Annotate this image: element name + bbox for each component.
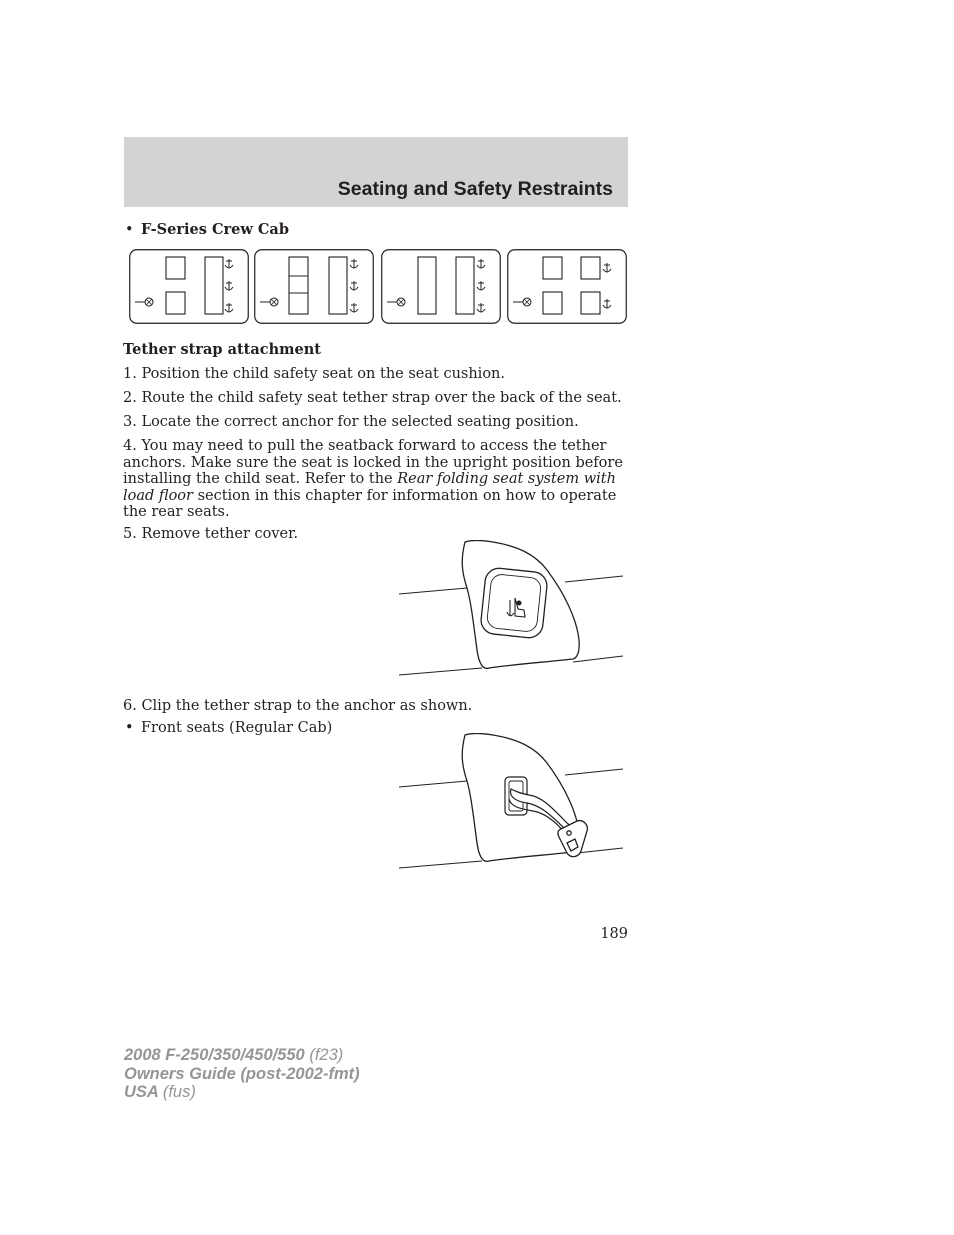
page-number: 189	[600, 926, 628, 942]
anchor-icon	[477, 281, 485, 290]
bullet-dot: •	[125, 222, 134, 238]
anchor-icon	[603, 263, 611, 272]
bullet-dot: •	[125, 720, 134, 736]
anchor-icon	[477, 259, 485, 268]
step-4	[123, 438, 629, 521]
step-4-text-b: section in this chapter for information on how to operate the rear seats.	[123, 487, 617, 520]
footer-model: 2008 F-250/350/450/550	[124, 1046, 305, 1064]
front-seats-label: Front seats (Regular Cab)	[141, 720, 333, 736]
footer-line-3	[124, 1083, 360, 1102]
tether-cover-illustration	[397, 540, 625, 678]
tether-heading: Tether strap attachment	[123, 341, 321, 358]
step-2: 2. Route the child safety seat tether strap over the back of the seat.	[123, 390, 622, 406]
anchor-icon	[603, 299, 611, 308]
step-4-section-ref: Rear folding seat system with load floor	[123, 471, 616, 504]
footer-line-1	[124, 1046, 360, 1065]
step-6: 6. Clip the tether strap to the anchor as shown.	[123, 698, 473, 714]
footer-region-code: (fus)	[162, 1083, 196, 1101]
anchor-icon	[350, 281, 358, 290]
anchor-icon	[225, 303, 233, 312]
footer-model-code: (f23)	[309, 1046, 344, 1064]
front-seats-bullet	[125, 720, 332, 736]
crew-cab-diagram-1	[129, 249, 249, 324]
footer-region: USA	[124, 1083, 159, 1101]
step-5: 5. Remove tether cover.	[123, 526, 299, 542]
footer-line-2: Owners Guide (post-2002-fmt)	[124, 1064, 360, 1083]
crew-cab-diagram-4	[507, 249, 627, 324]
step-3: 3. Locate the correct anchor for the selected seating position.	[123, 414, 579, 430]
crew-cab-label: F-Series Crew Cab	[141, 221, 289, 238]
anchor-icon	[477, 303, 485, 312]
step-1: 1. Position the child safety seat on the seat cushion.	[123, 366, 505, 382]
anchor-icon	[225, 259, 233, 268]
section-title: Seating and Safety Restraints	[337, 178, 613, 200]
crew-cab-diagram-3	[381, 249, 501, 324]
crew-cab-diagram-2	[254, 249, 374, 324]
step-4-text-a: 4. You may need to pull the seatback forward to access the tether anchors. Make sure the seat is locked in the upright position before installing the child seat. Refer to the	[123, 438, 623, 487]
anchor-icon	[225, 281, 233, 290]
anchor-icon	[350, 303, 358, 312]
document-footer	[124, 1046, 360, 1102]
tether-clip-illustration	[397, 733, 625, 871]
section-header-bar	[124, 137, 628, 207]
anchor-icon	[350, 259, 358, 268]
crew-cab-bullet	[125, 221, 289, 238]
